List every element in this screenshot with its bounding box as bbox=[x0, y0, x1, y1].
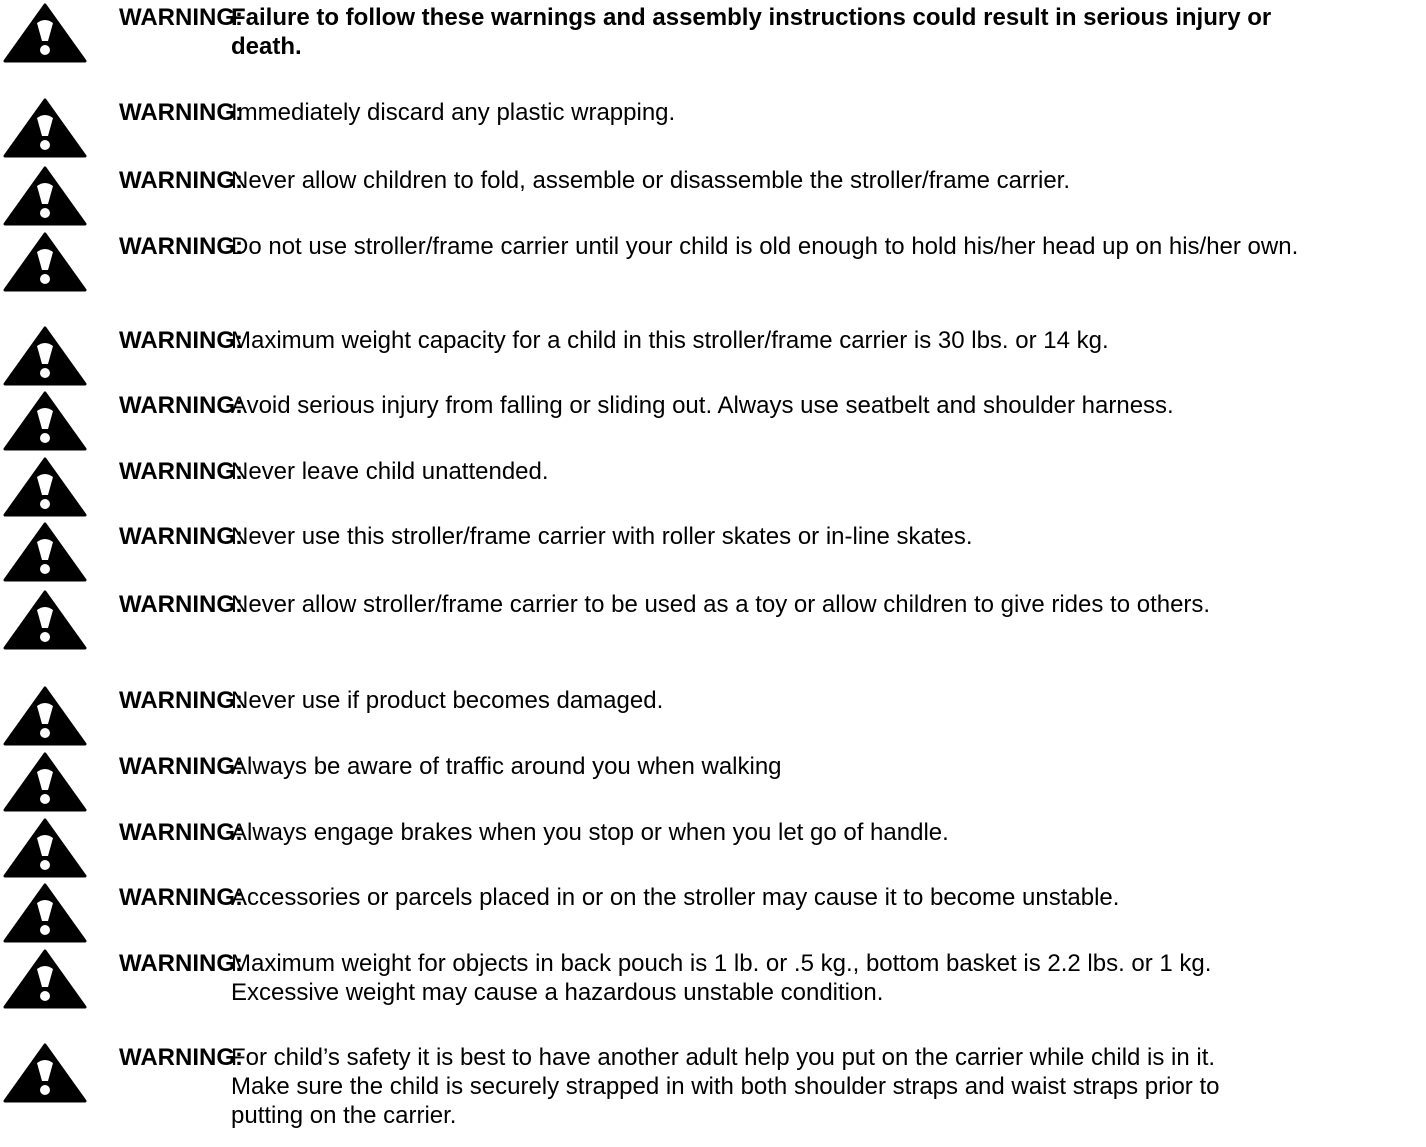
warning-triangle-icon bbox=[3, 98, 87, 158]
warning-text: Never use this stroller/frame carrier with roller skates or in-line skates. bbox=[231, 523, 973, 550]
warning-triangle-icon bbox=[3, 818, 87, 878]
warning-label: WARNING: bbox=[119, 591, 243, 618]
warning-label: WARNING: bbox=[119, 523, 243, 550]
warning-triangle-icon bbox=[3, 166, 87, 226]
warning-triangle-icon bbox=[3, 752, 87, 812]
warning-triangle-icon bbox=[3, 3, 87, 63]
warning-text: Maximum weight capacity for a child in this stroller/frame carrier is 30 lbs. or 14 kg. bbox=[231, 327, 1109, 354]
warning-triangle-icon bbox=[3, 686, 87, 746]
warning-label: WARNING: bbox=[119, 233, 243, 260]
warning-text: Failure to follow these warnings and assembly instructions could result in serious injury or death. bbox=[231, 4, 1272, 60]
warning-triangle-icon bbox=[3, 1043, 87, 1103]
warning-text: Always engage brakes when you stop or when you let go of handle. bbox=[231, 819, 949, 846]
warning-triangle-icon bbox=[3, 457, 87, 517]
warning-text: Never use if product becomes damaged. bbox=[231, 687, 664, 714]
warning-label: WARNING: bbox=[119, 950, 243, 977]
warning-label: WARNING: bbox=[119, 1044, 243, 1071]
warning-text: Never leave child unattended. bbox=[231, 458, 549, 485]
warning-label: WARNING: bbox=[119, 167, 243, 194]
warning-triangle-icon bbox=[3, 326, 87, 386]
warning-label: WARNING: bbox=[119, 687, 243, 714]
warning-text: Maximum weight for objects in back pouch is 1 lb. or .5 kg., bottom basket is 2.2 lbs. or 1 kg. Excessive weight may cause a hazardous unstable condition. bbox=[231, 950, 1212, 1006]
warning-label: WARNING: bbox=[119, 4, 243, 31]
warning-triangle-icon bbox=[3, 391, 87, 451]
warning-triangle-icon bbox=[3, 232, 87, 292]
warning-label: WARNING: bbox=[119, 884, 243, 911]
warning-label: WARNING: bbox=[119, 753, 243, 780]
warning-label: WARNING: bbox=[119, 819, 243, 846]
warning-triangle-icon bbox=[3, 590, 87, 650]
warning-text: Do not use stroller/frame carrier until your child is old enough to hold his/her head up on his/her own. bbox=[231, 233, 1299, 260]
warning-triangle-icon bbox=[3, 522, 87, 582]
warning-triangle-icon bbox=[3, 883, 87, 943]
warning-label: WARNING: bbox=[119, 99, 243, 126]
warning-label: WARNING: bbox=[119, 392, 243, 419]
warning-text: For child’s safety it is best to have another adult help you put on the carrier while child is in it. Make sure the child is securely strapped in with both shoulder straps and waist straps prior to putting on the carrier. bbox=[231, 1044, 1220, 1129]
warning-text: Immediately discard any plastic wrapping. bbox=[231, 99, 676, 126]
warning-text: Accessories or parcels placed in or on the stroller may cause it to become unstable. bbox=[231, 884, 1120, 911]
warning-text: Never allow stroller/frame carrier to be used as a toy or allow children to give rides to others. bbox=[231, 591, 1211, 618]
warning-label: WARNING: bbox=[119, 458, 243, 485]
warning-text: Never allow children to fold, assemble or disassemble the stroller/frame carrier. bbox=[231, 167, 1071, 194]
warning-label: WARNING: bbox=[119, 327, 243, 354]
warning-triangle-icon bbox=[3, 949, 87, 1009]
warning-text: Always be aware of traffic around you when walking bbox=[231, 753, 782, 780]
warning-text: Avoid serious injury from falling or sliding out. Always use seatbelt and shoulder harness. bbox=[231, 392, 1174, 419]
